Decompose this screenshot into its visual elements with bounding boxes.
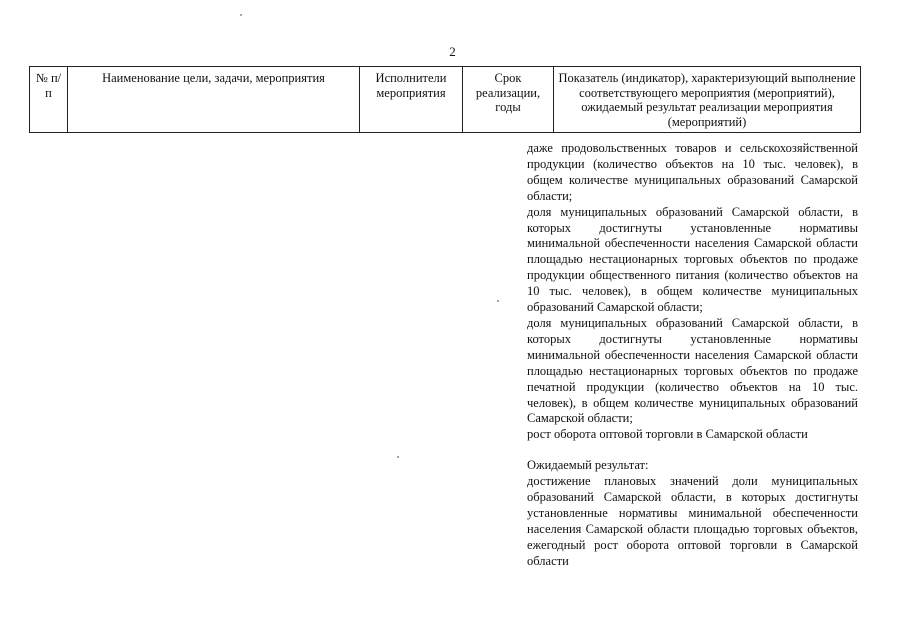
expected-result-text: достижение плановых значений доли муниципальных образований Самарской области, в которых достигнуты установленные нормативы минимальной обеспеченности населения Самарской области площадью торговых объектов, ежегодный рост оборота оптовой торговли в Самарской области xyxy=(527,474,858,568)
column-header-executors: Исполнители мероприятия xyxy=(360,67,463,133)
indicator-paragraph: рост оборота оптовой торговли в Самарской области xyxy=(527,427,808,442)
section-gap xyxy=(527,443,858,458)
page-number: 2 xyxy=(449,44,456,59)
indicator-paragraph: доля муниципальных образований Самарской области, в которых достигнуты установленные нормативы минимальной обеспеченности населения Самарской области площадью нестационарных торговых объектов по продаже печатной продукции (количество объектов на 10 тыс. человек), в общем количестве муниципальных образований Самарской области; xyxy=(527,315,858,426)
column-header-term: Срок реализации, годы xyxy=(463,67,554,133)
column-header-indicator: Показатель (индикатор), характеризующий выполнение соответствующего мероприятия (мероприятий), ожидаемый результат реализации мероприятия (мероприятий) xyxy=(554,67,861,133)
indicator-column xyxy=(527,141,858,570)
scan-speck xyxy=(497,300,499,302)
indicator-paragraph: даже продовольственных товаров и сельскохозяйственной продукции (количество объектов на 10 тыс. человек), в общем количестве муниципальных образований Самарской области; xyxy=(527,141,858,203)
table-header xyxy=(29,66,861,133)
expected-result-heading: Ожидаемый результат: xyxy=(527,458,649,473)
column-header-number: № п/п xyxy=(30,67,68,133)
scan-speck xyxy=(240,14,242,16)
column-header-name: Наименование цели, задачи, мероприятия xyxy=(68,67,360,133)
indicator-paragraph: доля муниципальных образований Самарской области, в которых достигнуты установленные нормативы минимальной обеспеченности населения Самарской области площадью нестационарных торговых объектов по продаже продукции общественного питания (количество объектов на 10 тыс. человек), в общем количестве муниципальных образований Самарской области; xyxy=(527,204,858,315)
table-header-row xyxy=(30,67,861,133)
scan-speck xyxy=(397,456,399,458)
